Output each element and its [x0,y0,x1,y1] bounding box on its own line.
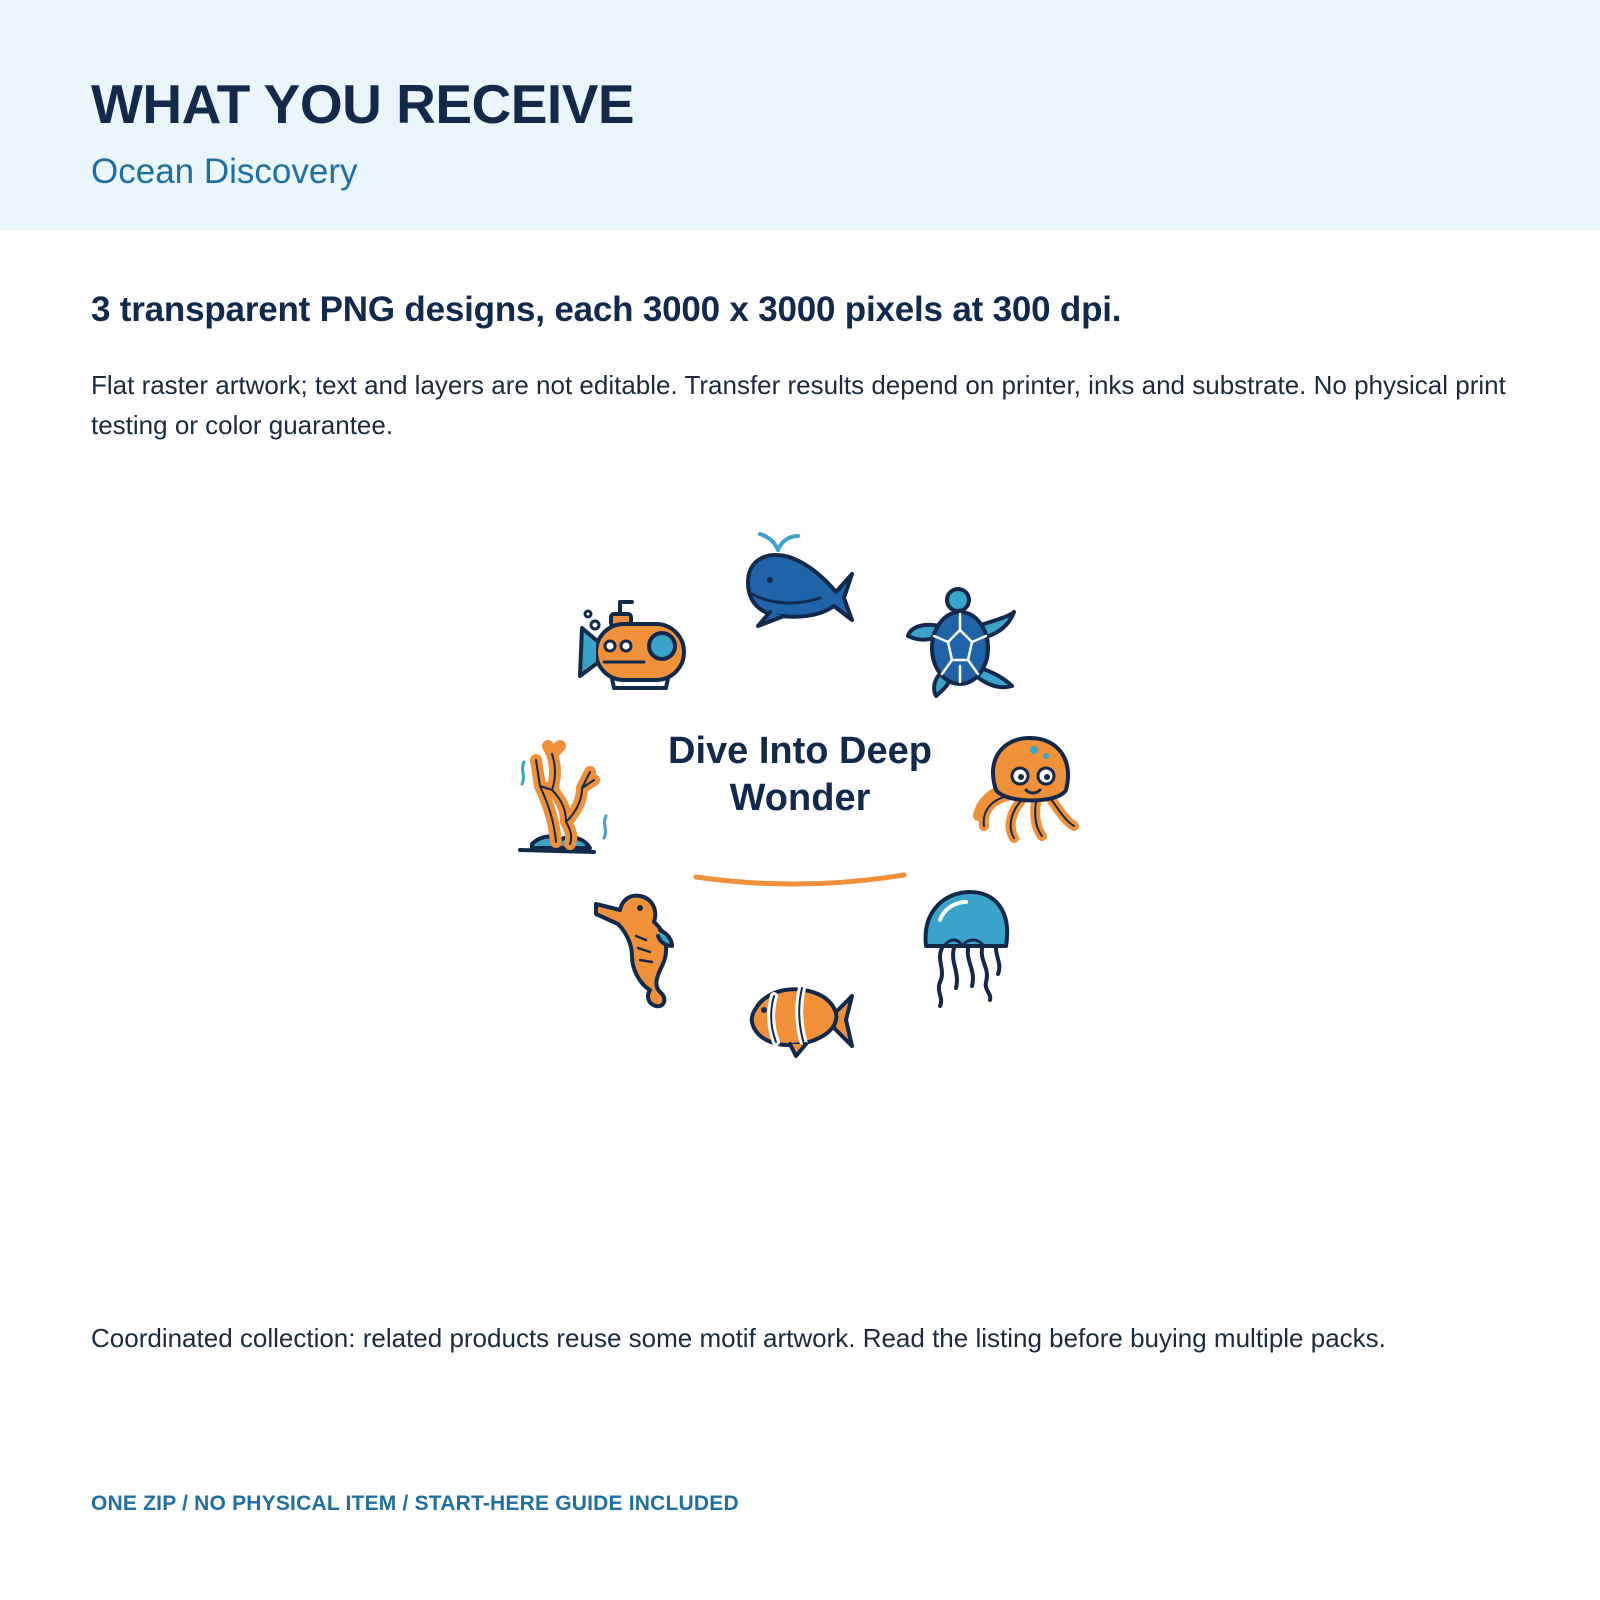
whale-icon [748,534,852,626]
collection-note: Coordinated collection: related products reuse some motif artwork. Read the listing before buying multiple packs. [91,1323,1386,1353]
header-banner [0,0,1600,230]
clownfish-icon [752,988,852,1056]
delivery-summary: ONE ZIP / NO PHYSICAL ITEM / START-HERE GUIDE INCLUDED [91,1492,739,1515]
seahorse-icon [596,896,672,1007]
disclaimer-text: Flat raster artwork; text and layers are not editable. Transfer results depend on printer, inks and substrate. No physical print testing or color guarantee. [91,370,1506,440]
octopus-icon [978,738,1074,838]
sea-turtle-icon [908,589,1014,696]
page-title: WHAT YOU RECEIVE [91,73,635,135]
design-title-line1: Dive Into Deep [668,730,932,772]
design-preview [0,500,1600,1100]
submarine-icon [580,602,684,688]
title-underline [696,875,904,884]
product-headline: 3 transparent PNG designs, each 3000 x 3000 pixels at 300 dpi. [91,290,1122,329]
design-title-line2: Wonder [729,777,871,819]
collection-name: Ocean Discovery [91,152,358,191]
coral-icon [520,746,606,852]
jellyfish-icon [926,892,1008,1006]
